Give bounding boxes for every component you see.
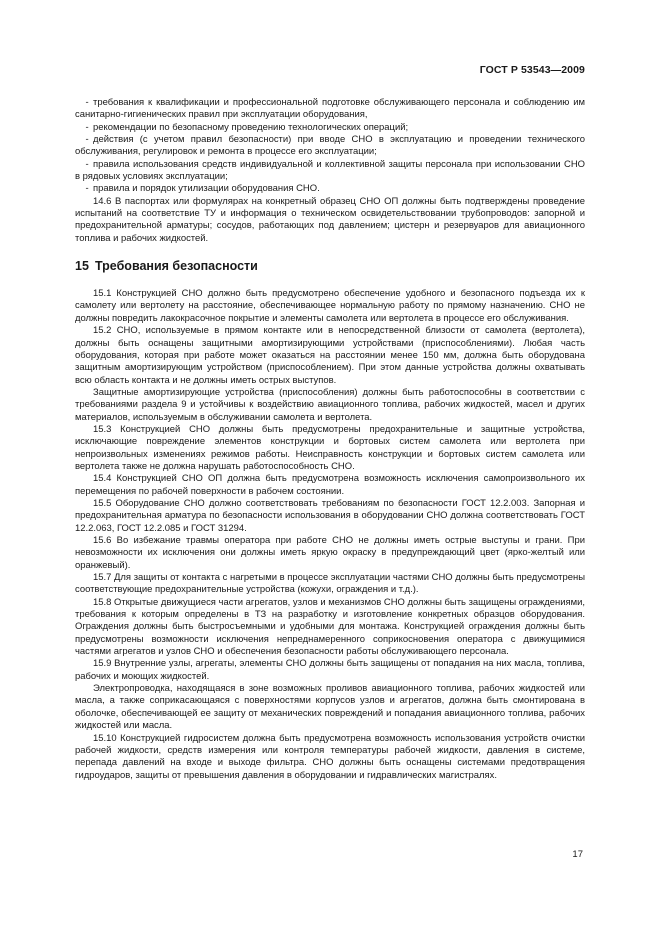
list-item-text: правила использования средств индивидуальной и коллективной защиты персонала при использовании СНО в рядовых условиях эксплуатации; xyxy=(75,158,585,183)
dash-marker: - xyxy=(75,158,89,170)
list-item xyxy=(75,97,585,122)
paragraph: 15.2 СНО, используемые в прямом контакте или в непосредственной близости от самолета (вертолета), должны быть оснащены защитными амортизирующими устройствами (приспособлениями). Любая часть оборудования, которая при работе может оказаться на расстоянии менее 150 мм, должна быть оборудована защитным амортизирующим устройством (приспособлением). При этом данные устройства должны охватывать всю область контакта и не должны иметь острых выступов. xyxy=(75,325,585,386)
list-item-text: рекомендации по безопасному проведению технологических операций; xyxy=(93,121,409,133)
page-number: 17 xyxy=(572,849,583,860)
paragraph: 15.5 Оборудование СНО должно соответствовать требованиям по безопасности ГОСТ 12.2.003. Запорная и предохранительная арматура по безопасности использования в оборудовании СНО должна соответствовать ГОСТ 12.2.063, ГОСТ 12.2.085 и ГОСТ 31294. xyxy=(75,497,585,534)
document-body xyxy=(75,97,585,782)
paragraph: Защитные амортизирующие устройства (приспособления) должны быть работоспособны в соответствии с требованиями раздела 9 и устойчивы к воздействию авиационного топлива, рабочих жидкостей, масел и других материалов, используемым в обслуживании самолета и вертолета. xyxy=(75,386,585,423)
paragraph-14-6: 14.6 В паспортах или формулярах на конкретный образец СНО ОП должны быть подтверждены проведение испытаний на соответствие ТУ и информация о техническом освидетельствовании трубопроводов: запорной и предохранительной арматуры; сосудов, работающих под давлением; цистерн и резервуаров для авиационного топлива и рабочих жидкостей. xyxy=(75,195,585,244)
dash-marker: - xyxy=(75,183,89,195)
list-item xyxy=(75,122,585,134)
document-header: ГОСТ Р 53543—2009 xyxy=(479,64,585,76)
paragraph: 15.4 Конструкцией СНО ОП должна быть предусмотрена возможность исключения самопроизвольного их перемещения по рабочей поверхности в рабочем состоянии. xyxy=(75,473,585,497)
dash-marker: - xyxy=(75,97,89,108)
list-item xyxy=(75,183,585,195)
dash-marker: - xyxy=(75,134,89,146)
section-title: Требования безопасности xyxy=(95,259,258,274)
list-item-text: действия (с учетом правил безопасности) при вводе СНО в эксплуатацию и проведении технического обслуживания, регулировок и ремонта в процессе его эксплуатации; xyxy=(75,134,585,158)
paragraph: Электропроводка, находящаяся в зоне возможных проливов авиационного топлива, рабочих жидкостей или масла, а также соприкасающаяся с поверхностями корпусов узлов и агрегатов, должна быть смонтирована в оболочке, обеспечивающей ее защиту от механических повреждений и попадания авиационного топлива, рабочих жидкостей или масла. xyxy=(75,683,585,732)
paragraph: 15.1 Конструкцией СНО должно быть предусмотрено обеспечение удобного и безопасного подъезда их к самолету или вертолету на расстояние, обеспечивающее нормальную работу по прямому назначению. СНО не должны повредить лакокрасочное покрытие и элементы самолета или вертолета в процессе его обслуживания. xyxy=(75,288,585,324)
list-item-text: правила и порядок утилизации оборудования СНО. xyxy=(93,183,320,195)
paragraph: 15.9 Внутренние узлы, агрегаты, элементы СНО должны быть защищены от попадания на них масла, топлива, рабочих и моющих жидкостей. xyxy=(75,658,585,682)
section-number: 15 xyxy=(75,259,89,274)
list-item xyxy=(75,159,585,184)
section-heading xyxy=(75,259,585,274)
paragraph: 15.7 Для защиты от контакта с нагретыми в процессе эксплуатации частями СНО должны быть предусмотрены соответствующие предохранительные устройства (кожухи, ограждения и т.д.). xyxy=(75,572,585,596)
list-item xyxy=(75,134,585,159)
paragraph: 15.8 Открытые движущиеся части агрегатов, узлов и механизмов СНО должны быть защищены ограждениями, требования к которым определены в ТЗ на разработку и изготовление конкретных образцов оборудования. Ограждения должны быть быстросъемными и удобными для монтажа. Конструкцией ограждения должны быть предусмотрены возможности исключения непреднамеренного соприкосновения оператора с движущимися частями агрегатов и узлов СНО и обеспечения безопасности работы обслуживающего персонала. xyxy=(75,596,585,658)
dash-marker: - xyxy=(75,121,89,133)
paragraph: 15.6 Во избежание травмы оператора при работе СНО не должны иметь острые выступы и грани. При невозможности их исключения они должны иметь яркую окраску в предупреждающий цвет (ярко-желтый или оранжевый). xyxy=(75,535,585,571)
list-item-text: требования к квалификации и профессиональной подготовке обслуживающего персонала и соблюдению им санитарно-гигиенических правил при эксплуатации оборудования, xyxy=(75,97,585,121)
paragraph: 15.3 Конструкцией СНО должны быть предусмотрены предохранительные и защитные устройства, исключающие повреждение элементов конструкции и бортовых систем самолета или вертолета при непроизвольных изменениях режимов работы. Неисправность конструкции и бортовых систем самолета или вертолета также не должна нарушать работоспособность СНО. xyxy=(75,423,585,472)
paragraph: 15.10 Конструкцией гидросистем должна быть предусмотрена возможность использования устройств очистки рабочей жидкости, средств измерения или контроля температуры рабочей жидкости, давления в системе, перепада давлений на входе и выходе фильтра. СНО должны быть оснащены системами предотвращения гидроударов, защиты от превышения давления в оборудовании и гидравлических магистралях. xyxy=(75,732,585,781)
